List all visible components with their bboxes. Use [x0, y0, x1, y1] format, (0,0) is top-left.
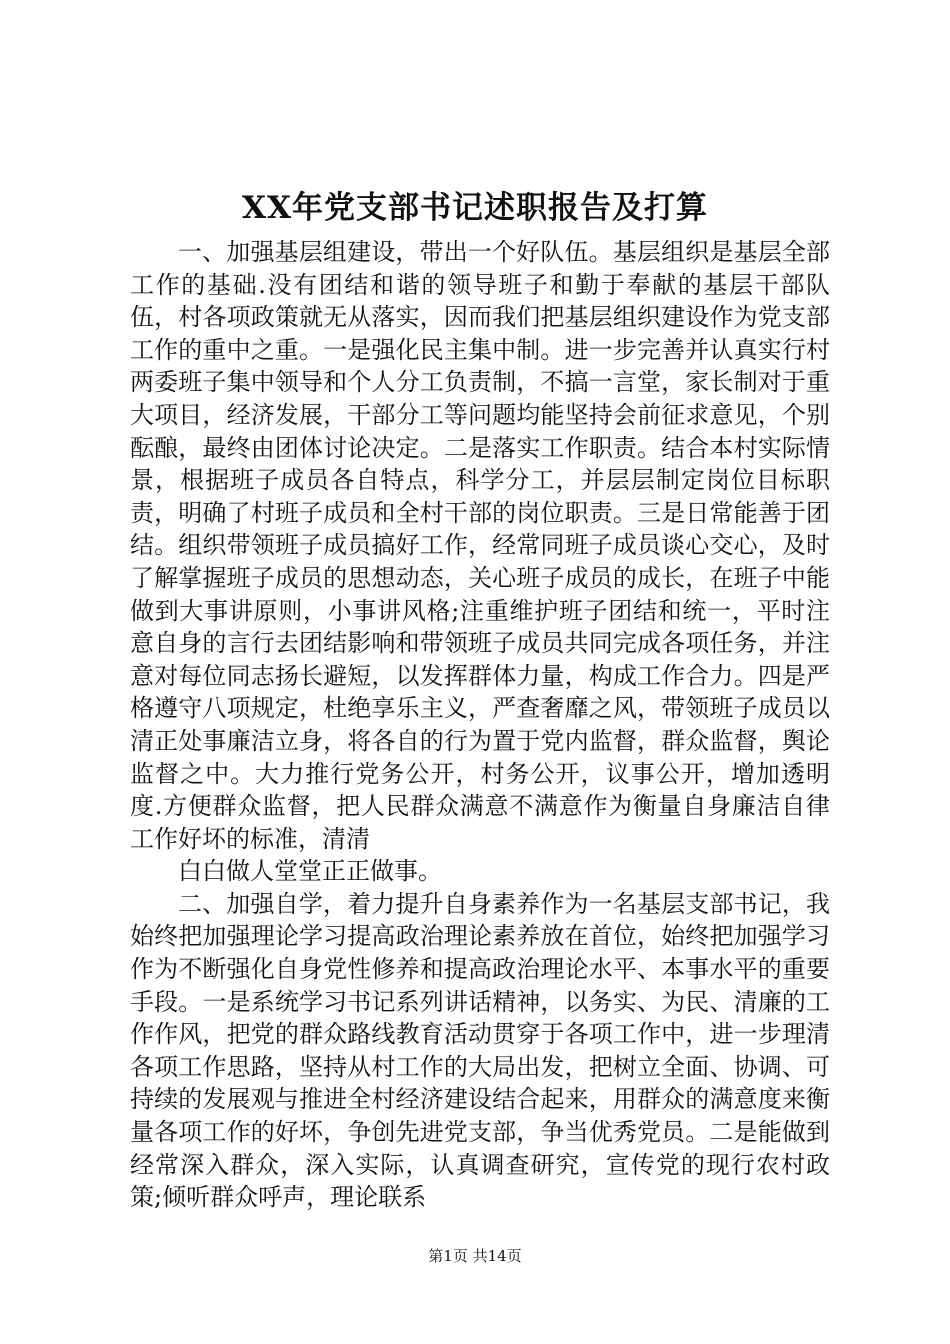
page-footer: 第1页 共14页 — [428, 1247, 522, 1265]
paragraph-1: 一、加强基层组建设，带出一个好队伍。基层组织是基层全部工作的基础.没有团结和谐的领导班子和勤于奉献的基层干部队伍，村各项政策就无从落实，因而我们把基层组织建设作为党支部工作的重中之重。一是强化民主集中制。进一步完善并认真实行村两委班子集中领导和个人分工负责制，不搞一言堂，家长制对于重大项目，经济发展，干部分工等问题均能坚持会前征求意见，个别酝酿，最终由团体讨论决定。二是落实工作职责。结合本村实际情景，根据班子成员各自特点，科学分工，并层层制定岗位目标职责，明确了村班子成员和全村干部的岗位职责。三是日常能善于团结。组织带领班子成员搞好工作，经常同班子成员谈心交心，及时了解掌握班子成员的思想动态，关心班子成员的成长，在班子中能做到大事讲原则，小事讲风格;注重维护班子团结和统一，平时注意自身的言行去团结影响和带领班子成员共同完成各项任务，并注意对每位同志扬长避短，以发挥群体力量，构成工作合力。四是严格遵守八项规定，杜绝享乐主义，严查奢靡之风，带领班子成员以清正处事廉洁立身，将各自的行为置于党内监督，群众监督，舆论监督之中。大力推行党务公开，村务公开，议事公开，增加透明度.方便群众监督，把人民群众满意不满意作为衡量自身廉洁自律工作好坏的标准，清清 — [130, 238, 830, 853]
document-body — [130, 236, 830, 1214]
document-title: XX年党支部书记述职报告及打算 — [241, 190, 709, 226]
paragraph-3: 二、加强自学，着力提升自身素养作为一名基层支部书记，我始终把加强理论学习提高政治理论素养放在首位，始终把加强学习作为不断强化自身党性修养和提高政治理论水平、本事水平的重要手段。一是系统学习书记系列讲话精神，以务实、为民、清廉的工作作风，把党的群众路线教育活动贯穿于各项工作中，进一步理清各项工作思路，坚持从村工作的大局出发，把树立全面、协调、可持续的发展观与推进全村经济建设结合起来，用群众的满意度来衡量各项工作的好坏，争创先进党支部，争当优秀党员。二是能做到经常深入群众，深入实际，认真调查研究，宣传党的现行农村政策;倾听群众呼声，理论联系 — [130, 889, 830, 1212]
paragraph-2: 白白做人堂堂正正做事。 — [178, 857, 442, 886]
